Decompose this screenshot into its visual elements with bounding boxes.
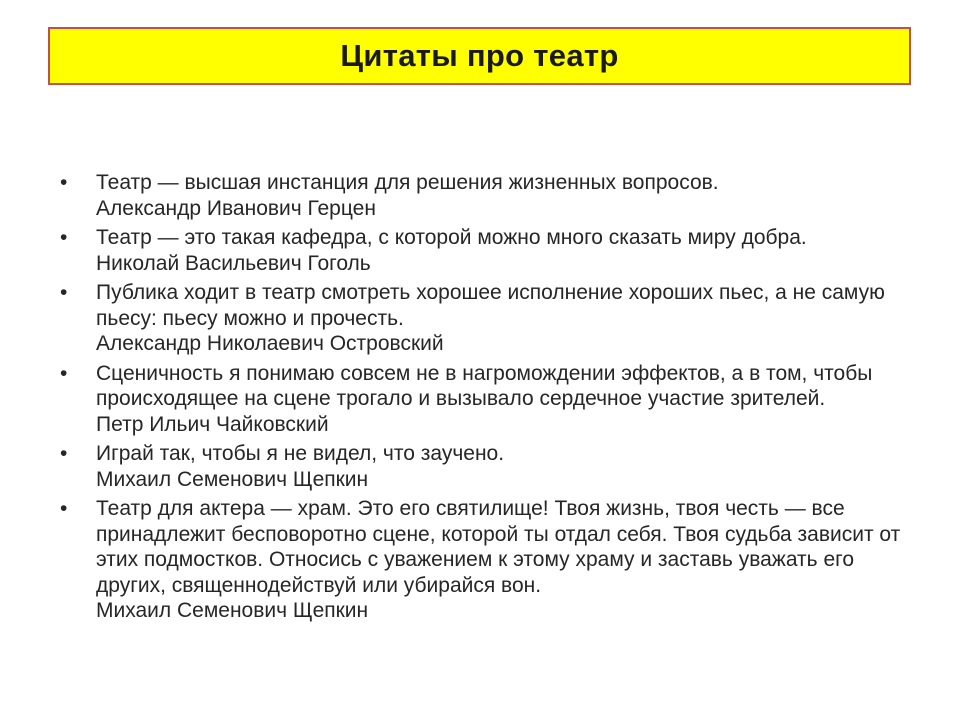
bullet-icon: •	[60, 361, 68, 385]
quote-text: Играй так, чтобы я не видел, что заучено.	[96, 442, 505, 465]
quote-item	[60, 496, 920, 624]
quote-author: Александр Иванович Герцен	[96, 196, 376, 220]
quote-item	[60, 280, 920, 357]
bullet-icon: •	[60, 281, 68, 304]
bullet-icon: •	[60, 497, 68, 520]
bullet-icon: •	[60, 171, 68, 194]
quote-item	[60, 441, 920, 492]
quote-author: Михаил Семенович Щепкин	[96, 599, 369, 622]
quote-text: Театр — это такая кафедра, с которой можно много сказать миру добра.	[96, 226, 807, 249]
bullet-icon: •	[60, 226, 68, 249]
quote-item	[60, 361, 920, 438]
page-title: Цитаты про театр	[340, 38, 619, 73]
quote-author: Михаил Семенович Щепкин	[96, 467, 369, 491]
quote-list	[60, 170, 920, 628]
quote-author: Петр Ильич Чайковский	[96, 412, 329, 436]
quote-item	[60, 225, 920, 276]
quote-author: Александр Николаевич Островский	[96, 332, 444, 355]
quote-text: Театр для актера — храм. Это его святилище! Твоя жизнь, твоя честь — все принадлежит бесповоротно сцене, которой ты отдал себя. Твоя судьба зависит от этих подмостков. Относись с уважением к этому храму и заставь уважать его других, священнодействуй или убирайся вон.	[96, 497, 901, 597]
quote-item	[60, 170, 920, 221]
quote-text: Публика ходит в театр смотреть хорошее исполнение хороших пьес, а не самую пьесу: пьесу можно и прочесть.	[96, 281, 885, 330]
quote-text: Сценичность я понимаю совсем не в нагромождении эффектов, а в том, чтобы происходящее на сцене трогало и вызывало сердечное участие зрителей.	[96, 361, 873, 410]
title-banner	[48, 27, 911, 85]
quote-author: Николай Васильевич Гоголь	[96, 251, 371, 275]
bullet-icon: •	[60, 442, 68, 465]
quote-text: Театр — высшая инстанция для решения жизненных вопросов.	[96, 171, 719, 194]
